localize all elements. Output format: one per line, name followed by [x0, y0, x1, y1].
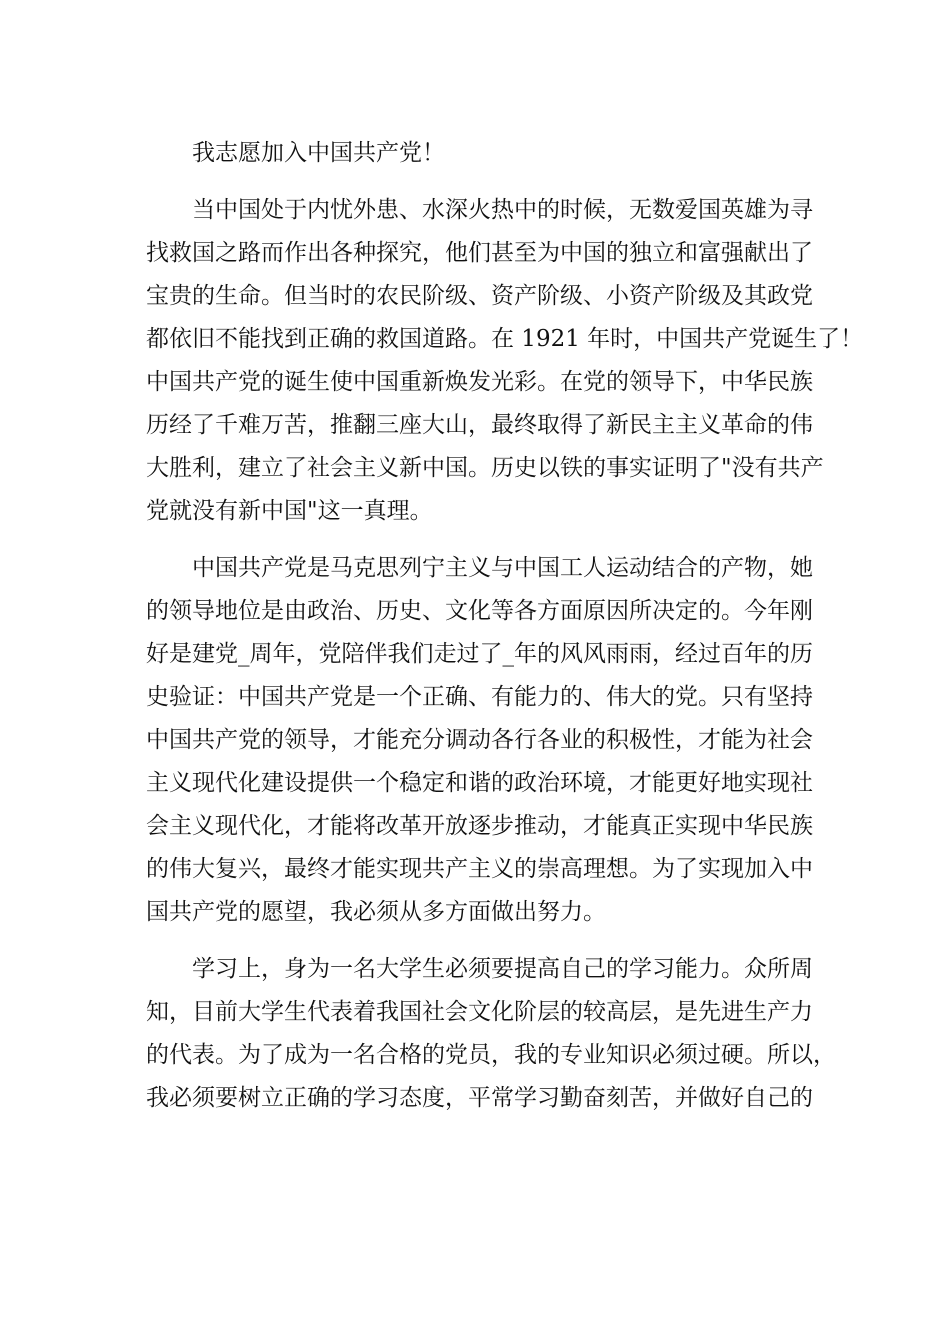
paragraph-2-line-2: 的领导地位是由政治、历史、文化等各方面原因所决定的。今年刚 [146, 598, 813, 624]
paragraph-3-line-1: 学习上，身为一名大学生必须要提高自己的学习能力。众所周 [192, 956, 813, 982]
paragraph-1 [146, 189, 864, 533]
paragraph-3-line-4: 我必须要树立正确的学习态度，平常学习勤奋刻苦，并做好自己的 [146, 1085, 813, 1111]
paragraph-3-line-2: 知，目前大学生代表着我国社会文化阶层的较高层，是先进生产力 [146, 999, 813, 1025]
opening-line: 我志愿加入中国共产党！ [192, 140, 445, 166]
paragraph-1-line-2: 找救国之路而作出各种探究，他们甚至为中国的独立和富强献出了 [146, 240, 813, 266]
paragraph-2-line-3: 好是建党_周年，党陪伴我们走过了_年的风风雨雨，经过百年的历 [146, 641, 813, 667]
paragraph-2-line-4: 史验证：中国共产党是一个正确、有能力的、伟大的党。只有坚持 [146, 684, 813, 710]
paragraph-2-line-6: 主义现代化建设提供一个稳定和谐的政治环境，才能更好地实现社 [146, 770, 813, 796]
paragraph-1-line-7: 大胜利，建立了社会主义新中国。历史以铁的事实证明了"没有共产 [146, 455, 824, 481]
paragraph-1-line-1: 当中国处于内忧外患、水深火热中的时候，无数爱国英雄为寻 [192, 197, 813, 223]
paragraph-gap [146, 533, 836, 547]
document-body [146, 132, 864, 1120]
paragraph-1-line-6: 历经了千难万苦，推翻三座大山，最终取得了新民主主义革命的伟 [146, 412, 813, 438]
paragraph-2 [146, 547, 836, 934]
paragraph-3-line-3: 的代表。为了成为一名合格的党员，我的专业知识必须过硬。所以， [146, 1042, 836, 1068]
paragraph-2-line-8: 的伟大复兴，最终才能实现共产主义的崇高理想。为了实现加入中 [146, 856, 813, 882]
paragraph-2-line-7: 会主义现代化，才能将改革开放逐步推动，才能真正实现中华民族 [146, 813, 813, 839]
paragraph-2-line-9: 国共产党的愿望，我必须从多方面做出努力。 [146, 899, 606, 925]
paragraph-gap [146, 175, 836, 189]
paragraph-2-line-1: 中国共产党是马克思列宁主义与中国工人运动结合的产物，她 [192, 555, 813, 581]
paragraph-1-line-5: 中国共产党的诞生使中国重新焕发光彩。在党的领导下，中华民族 [146, 369, 813, 395]
paragraph-1-line-4: 都依旧不能找到正确的救国道路。在 1921 年时，中国共产党诞生了！ [146, 326, 864, 352]
paragraph-gap [146, 934, 836, 948]
paragraph-1-line-3: 宝贵的生命。但当时的农民阶级、资产阶级、小资产阶级及其政党 [146, 283, 813, 309]
paragraph-2-line-5: 中国共产党的领导，才能充分调动各行各业的积极性，才能为社会 [146, 727, 813, 753]
paragraph-3 [146, 948, 836, 1120]
paragraph-1-line-8: 党就没有新中国"这一真理。 [146, 498, 433, 524]
